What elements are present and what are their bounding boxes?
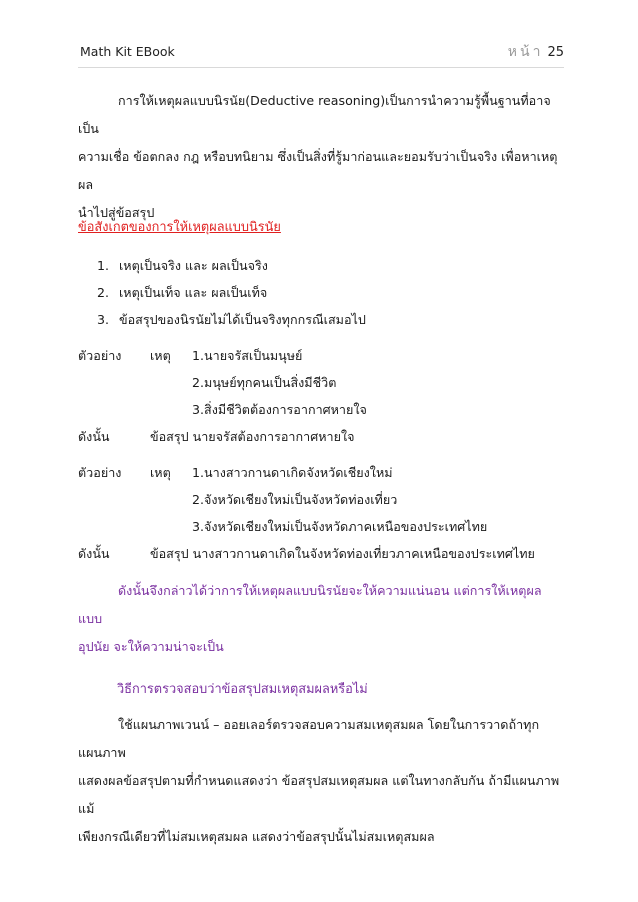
intro-line: ความเชื่อ ข้อตกลง กฎ หรือบทนิยาม ซึ่งเป็นสิ่งที่รู้มาก่อนและยอมรับว่าเป็นจริง เพื่อหาเหตุผล bbox=[78, 149, 558, 192]
conclusion: ข้อสรุป นางสาวกานดาเกิดในจังหวัดท่องเที่ยวภาคเหนือของประเทศไทย bbox=[150, 546, 535, 561]
validity-line: แสดงผลข้อสรุปตามที่กำหนดแสดงว่า ข้อสรุปสมเหตุสมผล แต่ในทางกลับกัน ถ้ามีแผนภาพแม้ bbox=[78, 773, 560, 816]
intro-paragraph bbox=[78, 87, 564, 227]
page-word: หน้า bbox=[507, 44, 544, 60]
validity-paragraph bbox=[78, 711, 564, 851]
observations-list bbox=[97, 252, 366, 333]
validity-heading: วิธีการตรวจสอบว่าข้อสรุปสมเหตุสมผลหรือไม่ bbox=[117, 682, 368, 697]
list-item: 2. เหตุเป็นเท็จ และ ผลเป็นเท็จ bbox=[97, 285, 268, 300]
example-label: ตัวอย่าง bbox=[78, 465, 122, 480]
list-item: 1. เหตุเป็นจริง และ ผลเป็นจริง bbox=[97, 258, 268, 273]
book-title: Math Kit EBook bbox=[80, 44, 175, 59]
validity-line: ใช้แผนภาพเวนน์ – ออยเลอร์ตรวจสอบความสมเหตุสมผล โดยในการวาดถ้าทุกแผนภาพ bbox=[78, 717, 540, 760]
page-header bbox=[78, 41, 564, 68]
summary-line: ดังนั้นจึงกล่าวได้ว่าการให้เหตุผลแบบนิรนัยจะให้ความแน่นอน แต่การให้เหตุผลแบบ bbox=[78, 583, 542, 626]
premise: 2.มนุษย์ทุกคนเป็นสิ่งมีชีวิต bbox=[192, 375, 337, 390]
example-label: ตัวอย่าง bbox=[78, 348, 122, 363]
summary-paragraph bbox=[78, 577, 564, 661]
premise: 3.สิ่งมีชีวิตต้องการอากาศหายใจ bbox=[192, 402, 367, 417]
page-number-value: 25 bbox=[547, 45, 564, 60]
page-number bbox=[508, 41, 564, 63]
premise: 1.นายจรัสเป็นมนุษย์ bbox=[192, 348, 303, 363]
premise: 3.จังหวัดเชียงใหม่เป็นจังหวัดภาคเหนือของประเทศไทย bbox=[192, 519, 488, 534]
premise: 2.จังหวัดเชียงใหม่เป็นจังหวัดท่องเที่ยว bbox=[192, 492, 398, 507]
reason-label: เหตุ bbox=[150, 348, 171, 363]
intro-line: การให้เหตุผลแบบนิรนัย(Deductive reasoning)เป็นการนำความรู้พื้นฐานที่อาจเป็น bbox=[78, 93, 551, 136]
validity-line: เพียงกรณีเดียวที่ไม่สมเหตุสมผล แสดงว่าข้อสรุปนั้นไม่สมเหตุสมผล bbox=[78, 829, 435, 844]
therefore-label: ดังนั้น bbox=[78, 546, 110, 561]
premise: 1.นางสาวกานดาเกิดจังหวัดเชียงใหม่ bbox=[192, 465, 393, 480]
reason-label: เหตุ bbox=[150, 465, 171, 480]
example-1 bbox=[78, 342, 564, 450]
conclusion: ข้อสรุป นายจรัสต้องการอากาศหายใจ bbox=[150, 429, 355, 444]
summary-line: อุปนัย จะให้ความน่าจะเป็น bbox=[78, 639, 224, 654]
therefore-label: ดังนั้น bbox=[78, 429, 110, 444]
list-item: 3. ข้อสรุปของนิรนัยไม่ได้เป็นจริงทุกกรณีเสมอไป bbox=[97, 312, 366, 327]
intro-line: นำไปสู่ข้อสรุป bbox=[78, 205, 155, 220]
observations-heading: ข้อสังเกตของการให้เหตุผลแบบนิรนัย bbox=[78, 220, 281, 235]
example-2 bbox=[78, 459, 564, 567]
